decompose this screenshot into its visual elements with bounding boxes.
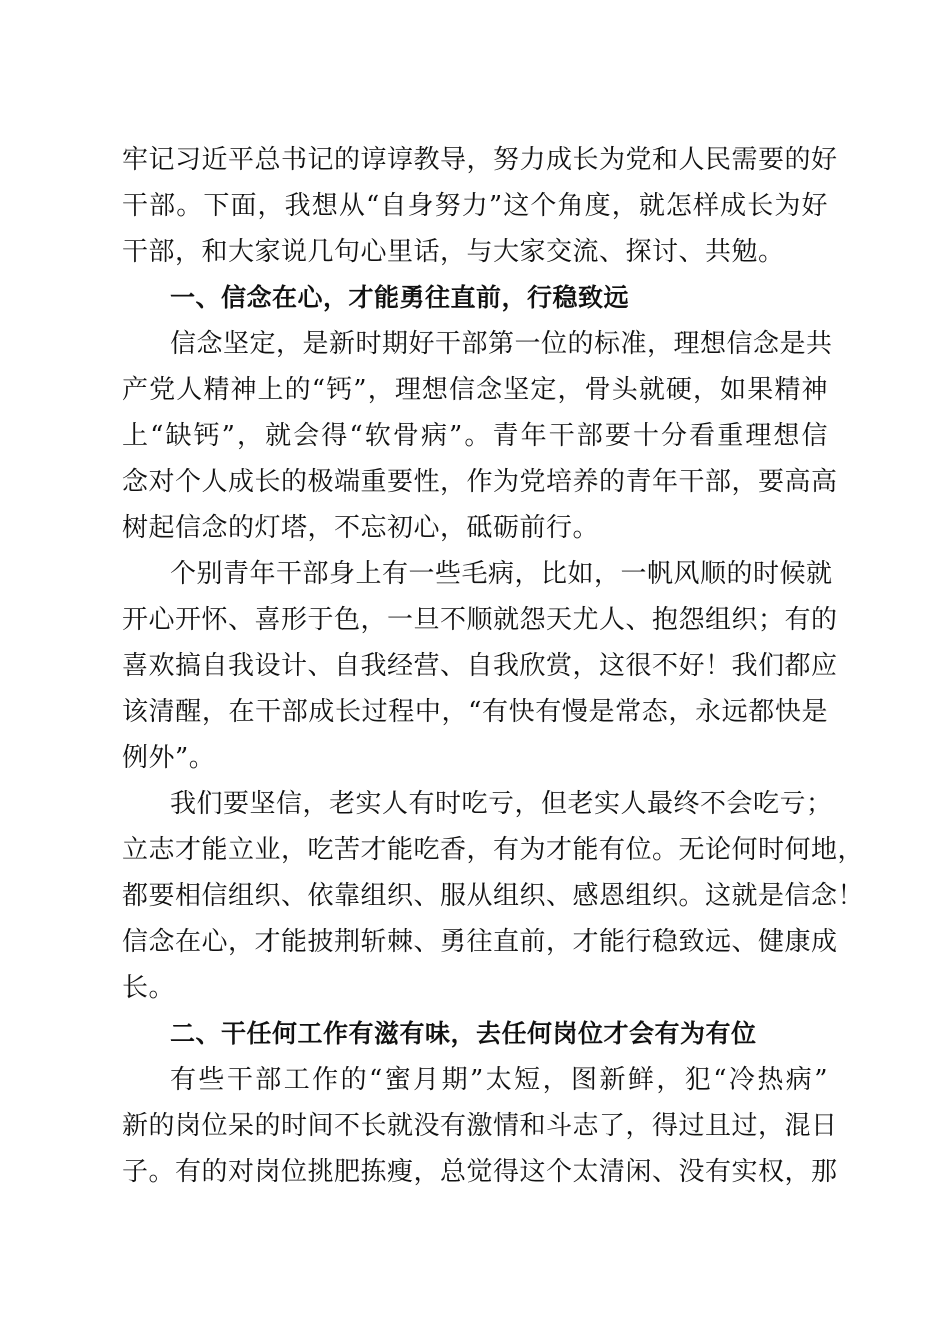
s1-p1-line-5: 树起信念的灯塔，不忘初心，砥砺前行。	[122, 513, 600, 543]
section-1-heading: 一、信念在心，才能勇往直前，行稳致远	[170, 283, 630, 312]
s1-p3-line-3: 都要相信组织、依靠组织、服从组织、感恩组织。这就是信念！	[122, 881, 865, 911]
s1-p3-line-1: 我们要坚信，老实人有时吃亏，但老实人最终不会吃亏；	[170, 789, 833, 819]
intro-line-1: 牢记习近平总书记的谆谆教导，努力成长为党和人民需要的好	[122, 145, 838, 175]
s1-p3-line-4: 信念在心，才能披荆斩棘、勇往直前，才能行稳致远、健康成	[122, 927, 838, 957]
s1-p2-line-2: 开心开怀、喜形于色，一旦不顺就怨天尤人、抱怨组织；有的	[122, 605, 838, 635]
s2-p1-line-3: 子。有的对岗位挑肥拣瘦，总觉得这个太清闲、没有实权，那	[122, 1157, 838, 1187]
s1-p3-line-2: 立志才能立业，吃苦才能吃香，有为才能有位。无论何时何地，	[122, 835, 865, 865]
s1-p1-line-1: 信念坚定，是新时期好干部第一位的标准，理想信念是共	[170, 329, 833, 359]
s1-p2-line-4: 该清醒，在干部成长过程中，“有快有慢是常态，永远都快是	[122, 697, 828, 727]
intro-line-3: 干部，和大家说几句心里话，与大家交流、探讨、共勉。	[122, 237, 785, 267]
s2-p1-line-1: 有些干部工作的“蜜月期”太短，图新鲜，犯“冷热病”	[170, 1065, 828, 1095]
s1-p3-line-5: 长。	[122, 973, 176, 1003]
s1-p2-line-5: 例外”。	[122, 743, 216, 773]
s1-p2-line-1: 个别青年干部身上有一些毛病，比如，一帆风顺的时候就	[170, 559, 833, 589]
section-2-heading: 二、干任何工作有滋有味，去任何岗位才会有为有位	[170, 1019, 757, 1048]
intro-line-2: 干部。下面，我想从“自身努力”这个角度，就怎样成长为好	[122, 191, 828, 221]
s1-p1-line-3: 上“缺钙”，就会得“软骨病”。青年干部要十分看重理想信	[122, 421, 828, 451]
s2-p1-line-2: 新的岗位呆的时间不长就没有激情和斗志了，得过且过，混日	[122, 1111, 838, 1141]
s1-p1-line-2: 产党人精神上的“钙”，理想信念坚定，骨头就硬，如果精神	[122, 375, 828, 405]
s1-p2-line-3: 喜欢搞自我设计、自我经营、自我欣赏，这很不好！我们都应	[122, 651, 838, 681]
s1-p1-line-4: 念对个人成长的极端重要性，作为党培养的青年干部，要高高	[122, 467, 838, 497]
